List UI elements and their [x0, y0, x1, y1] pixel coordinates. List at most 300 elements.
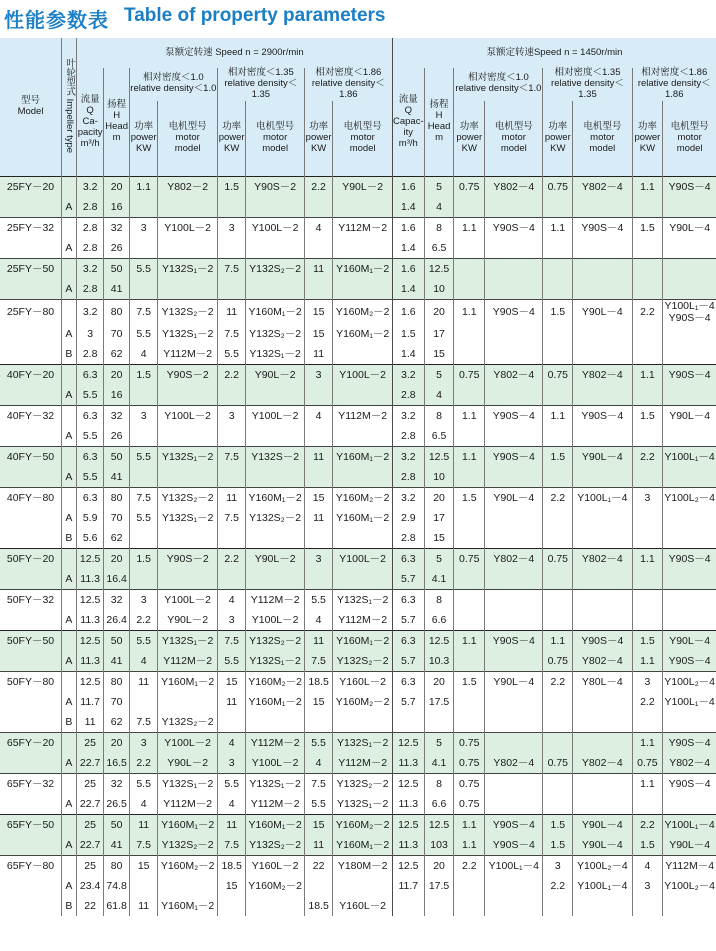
- cell-s1: [485, 279, 543, 300]
- cell-m3: [333, 238, 392, 259]
- cell-q: 3.2: [76, 259, 104, 280]
- cell-m2: Y132S₂－2: [246, 835, 304, 856]
- cell-r3: [632, 385, 663, 406]
- cell-m3: [333, 712, 392, 733]
- cell-q2: 2.8: [392, 467, 424, 488]
- cell-r2: 1.5: [543, 815, 573, 836]
- cell-s2: [573, 569, 632, 590]
- cell-r1: 0.75: [454, 177, 485, 198]
- cell-s1: [485, 896, 543, 916]
- cell-p3: 4: [304, 406, 333, 427]
- header-flow-1450: 流量 Q Capac- ity m³/h: [392, 68, 424, 177]
- cell-m3: Y160L－2: [333, 672, 392, 693]
- cell-m2: Y132S₂－2: [246, 631, 304, 652]
- cell-r3: 2.2: [632, 300, 663, 325]
- cell-r2: [543, 733, 573, 754]
- cell-m1: Y100L－2: [158, 590, 217, 611]
- table-row: [0, 651, 716, 672]
- cell-s3: [663, 508, 716, 528]
- cell-s1: [485, 794, 543, 815]
- cell-r2: [543, 692, 573, 712]
- cell-h2: 17.5: [424, 692, 454, 712]
- cell-p2: 3: [217, 218, 246, 239]
- header-head: 扬程 H Head m: [104, 68, 129, 177]
- cell-h2: 10: [424, 279, 454, 300]
- cell-type: B: [62, 528, 77, 549]
- cell-h2: 5: [424, 549, 454, 570]
- cell-m3: [333, 426, 392, 447]
- cell-h: 41: [104, 467, 129, 488]
- cell-h2: 12.5: [424, 259, 454, 280]
- header-density-1-35-1450: 相对密度＜1.35 relative density＜1.35: [543, 68, 632, 101]
- cell-p3: 18.5: [304, 672, 333, 693]
- cell-h: 62: [104, 528, 129, 549]
- cell-r3: [632, 610, 663, 631]
- cell-m2: [246, 528, 304, 549]
- cell-p2: 5.5: [217, 774, 246, 795]
- cell-r3: [632, 197, 663, 218]
- cell-s1: Y90S－4: [485, 815, 543, 836]
- cell-type: [62, 259, 77, 280]
- cell-p3: 15: [304, 324, 333, 344]
- cell-h2: 8: [424, 218, 454, 239]
- cell-p1: [129, 238, 158, 259]
- cell-q2: [392, 712, 424, 733]
- cell-r3: [632, 712, 663, 733]
- cell-type: [62, 406, 77, 427]
- cell-type: [62, 774, 77, 795]
- cell-m1: Y112M－2: [158, 794, 217, 815]
- cell-p1: 5.5: [129, 259, 158, 280]
- cell-q: 5.5: [76, 426, 104, 447]
- cell-h: 20: [104, 549, 129, 570]
- cell-p3: 15: [304, 815, 333, 836]
- cell-m3: Y132S₁－2: [333, 733, 392, 754]
- table-row: [0, 259, 716, 280]
- cell-m2: Y100L－2: [246, 610, 304, 631]
- cell-m1: Y112M－2: [158, 651, 217, 672]
- cell-r3: 1.1: [632, 549, 663, 570]
- cell-m2: [246, 426, 304, 447]
- cell-m2: Y160M₁－2: [246, 815, 304, 836]
- cell-r2: 3: [543, 856, 573, 877]
- cell-model: [0, 692, 62, 712]
- cell-p2: 11: [217, 692, 246, 712]
- cell-r3: 1.1: [632, 651, 663, 672]
- cell-p3: 15: [304, 300, 333, 325]
- cell-q2: 2.8: [392, 385, 424, 406]
- cell-p2: 2.2: [217, 549, 246, 570]
- cell-r2: [543, 344, 573, 365]
- cell-r1: [454, 651, 485, 672]
- cell-q: 12.5: [76, 549, 104, 570]
- cell-p1: 2.2: [129, 610, 158, 631]
- cell-s1: Y90S－4: [485, 835, 543, 856]
- header-power: 功率 power KW: [454, 101, 485, 177]
- cell-h2: 5: [424, 177, 454, 198]
- cell-s2: [573, 590, 632, 611]
- table-row: [0, 300, 716, 325]
- cell-s3: [663, 385, 716, 406]
- cell-m1: [158, 692, 217, 712]
- cell-p3: 2.2: [304, 177, 333, 198]
- cell-model: [0, 896, 62, 916]
- cell-type: A: [62, 508, 77, 528]
- cell-m2: [246, 569, 304, 590]
- cell-m2: [246, 712, 304, 733]
- cell-p2: 1.5: [217, 177, 246, 198]
- cell-h: 50: [104, 631, 129, 652]
- cell-r1: 1.1: [454, 218, 485, 239]
- cell-s3: [663, 197, 716, 218]
- cell-model: 50FY－80: [0, 672, 62, 693]
- cell-p3: [304, 528, 333, 549]
- cell-m2: Y100L－2: [246, 406, 304, 427]
- cell-r1: 0.75: [454, 774, 485, 795]
- cell-h: 16: [104, 385, 129, 406]
- header-flow: 流量 Q Ca- pacity m³/h: [76, 68, 104, 177]
- cell-m1: Y132S₁－2: [158, 324, 217, 344]
- table-row: [0, 733, 716, 754]
- cell-h2: 10: [424, 467, 454, 488]
- table-row: [0, 344, 716, 365]
- cell-s2: [573, 508, 632, 528]
- cell-r2: 1.1: [543, 406, 573, 427]
- table-row: [0, 835, 716, 856]
- header-density-1-86: 相对密度＜1.86 relative density＜1.86: [304, 68, 392, 101]
- cell-r2: [543, 238, 573, 259]
- cell-m2: Y90L－2: [246, 549, 304, 570]
- table-row: [0, 197, 716, 218]
- cell-m1: [158, 876, 217, 896]
- table-row: [0, 488, 716, 509]
- cell-q2: 11.3: [392, 794, 424, 815]
- header-model: 型号 Model: [0, 38, 62, 177]
- cell-m2: Y160L－2: [246, 856, 304, 877]
- cell-m3: Y112M－2: [333, 610, 392, 631]
- title-bar: [0, 0, 716, 36]
- title-english: Table of property parameters: [124, 5, 386, 26]
- cell-p2: 5.5: [217, 651, 246, 672]
- cell-h: 16: [104, 197, 129, 218]
- cell-m1: [158, 279, 217, 300]
- cell-m2: Y132S₂－2: [246, 508, 304, 528]
- cell-m3: [333, 876, 392, 896]
- cell-s1: [485, 733, 543, 754]
- cell-s1: [485, 259, 543, 280]
- cell-s1: [485, 426, 543, 447]
- cell-q2: [392, 896, 424, 916]
- cell-q2: 1.5: [392, 324, 424, 344]
- cell-s1: [485, 610, 543, 631]
- cell-s3: Y100L₂－4: [663, 488, 716, 509]
- cell-h2: 6.6: [424, 794, 454, 815]
- cell-p2: 11: [217, 815, 246, 836]
- cell-s3: Y90S－4: [663, 549, 716, 570]
- table-row: [0, 218, 716, 239]
- cell-m1: Y132S₂－2: [158, 835, 217, 856]
- cell-p2: 3: [217, 406, 246, 427]
- cell-q2: 1.6: [392, 218, 424, 239]
- cell-h: 80: [104, 488, 129, 509]
- table-row: [0, 324, 716, 344]
- cell-m2: [246, 279, 304, 300]
- cell-r1: 1.1: [454, 815, 485, 836]
- cell-s3: Y90L－4: [663, 218, 716, 239]
- cell-p1: 4: [129, 651, 158, 672]
- cell-r2: [543, 467, 573, 488]
- cell-r1: 0.75: [454, 794, 485, 815]
- cell-h2: 12.5: [424, 631, 454, 652]
- cell-h: 20: [104, 177, 129, 198]
- cell-m3: Y160M₁－2: [333, 631, 392, 652]
- cell-h: 32: [104, 218, 129, 239]
- cell-p1: 4: [129, 794, 158, 815]
- cell-s3: [663, 569, 716, 590]
- cell-r2: 1.1: [543, 218, 573, 239]
- cell-h2: 12.5: [424, 815, 454, 836]
- cell-p3: 22: [304, 856, 333, 877]
- table-row: [0, 876, 716, 896]
- cell-r1: [454, 238, 485, 259]
- cell-p3: 5.5: [304, 733, 333, 754]
- cell-p1: 7.5: [129, 835, 158, 856]
- cell-h2: 15: [424, 528, 454, 549]
- header-motor: 电机型号 motor model: [158, 101, 217, 177]
- cell-m3: Y132S₂－2: [333, 774, 392, 795]
- cell-model: [0, 344, 62, 365]
- cell-s3: [663, 590, 716, 611]
- cell-s3: [663, 344, 716, 365]
- cell-s1: Y90S－4: [485, 631, 543, 652]
- cell-h2: 20: [424, 488, 454, 509]
- cell-r3: 1.5: [632, 218, 663, 239]
- cell-m2: Y160M₂－2: [246, 876, 304, 896]
- cell-r2: [543, 569, 573, 590]
- cell-r3: [632, 467, 663, 488]
- cell-h2: 5: [424, 365, 454, 386]
- cell-h2: 4.1: [424, 753, 454, 774]
- cell-m3: Y132S₂－2: [333, 651, 392, 672]
- cell-q2: 6.3: [392, 631, 424, 652]
- cell-s2: Y90L－4: [573, 300, 632, 325]
- cell-r3: [632, 794, 663, 815]
- cell-p1: [129, 197, 158, 218]
- cell-q: 6.3: [76, 365, 104, 386]
- cell-m2: Y160M₁－2: [246, 488, 304, 509]
- cell-s1: [485, 876, 543, 896]
- cell-p3: [304, 197, 333, 218]
- cell-r1: [454, 197, 485, 218]
- cell-model: 25FY－50: [0, 259, 62, 280]
- cell-p3: 7.5: [304, 774, 333, 795]
- cell-p3: 18.5: [304, 896, 333, 916]
- cell-model: 50FY－32: [0, 590, 62, 611]
- cell-s1: [485, 238, 543, 259]
- cell-s1: [485, 508, 543, 528]
- cell-type: A: [62, 467, 77, 488]
- cell-p2: 7.5: [217, 631, 246, 652]
- cell-model: 50FY－50: [0, 631, 62, 652]
- cell-r3: 3: [632, 672, 663, 693]
- cell-q: 25: [76, 733, 104, 754]
- cell-h2: 4: [424, 385, 454, 406]
- cell-p1: 7.5: [129, 712, 158, 733]
- cell-r3: [632, 324, 663, 344]
- cell-h2: 20: [424, 672, 454, 693]
- header-density-1-0: 相对密度＜1.0 relative density＜1.0: [129, 68, 217, 101]
- cell-h: 50: [104, 447, 129, 468]
- cell-p2: 4: [217, 733, 246, 754]
- cell-h2: 12.5: [424, 447, 454, 468]
- cell-model: [0, 467, 62, 488]
- cell-q: 11.7: [76, 692, 104, 712]
- cell-s3: [663, 467, 716, 488]
- cell-r2: 0.75: [543, 753, 573, 774]
- cell-s3: Y90L－4: [663, 631, 716, 652]
- cell-p1: 15: [129, 856, 158, 877]
- cell-m2: Y160M₁－2: [246, 692, 304, 712]
- cell-r1: [454, 467, 485, 488]
- table-row: [0, 794, 716, 815]
- cell-q2: 6.3: [392, 672, 424, 693]
- cell-s2: Y802－4: [573, 549, 632, 570]
- cell-r2: 1.5: [543, 835, 573, 856]
- cell-r1: [454, 876, 485, 896]
- header-power: 功率 power KW: [543, 101, 573, 177]
- cell-m2: [246, 197, 304, 218]
- header-power: 功率 power KW: [217, 101, 246, 177]
- cell-p2: [217, 426, 246, 447]
- cell-r2: [543, 610, 573, 631]
- cell-model: [0, 610, 62, 631]
- cell-s1: [485, 569, 543, 590]
- cell-h: 50: [104, 259, 129, 280]
- cell-s2: Y802－4: [573, 651, 632, 672]
- cell-r2: [543, 279, 573, 300]
- cell-s2: [573, 467, 632, 488]
- cell-s3: [663, 238, 716, 259]
- cell-s1: [485, 528, 543, 549]
- cell-p2: [217, 896, 246, 916]
- cell-model: [0, 238, 62, 259]
- cell-s2: [573, 896, 632, 916]
- cell-s3: Y100L₁－4 Y90S－4: [664, 300, 715, 325]
- cell-p2: 3: [217, 610, 246, 631]
- table-row: [0, 406, 716, 427]
- cell-r2: 1.5: [543, 447, 573, 468]
- cell-q2: 2.9: [392, 508, 424, 528]
- cell-r1: 1.5: [454, 672, 485, 693]
- cell-h2: 17: [424, 324, 454, 344]
- cell-s3: [663, 528, 716, 549]
- header-motor: 电机型号 motor model: [573, 101, 632, 177]
- cell-p1: 1.5: [129, 365, 158, 386]
- cell-h: 26.4: [104, 610, 129, 631]
- cell-h: 70: [104, 508, 129, 528]
- cell-r1: [454, 896, 485, 916]
- cell-s1: Y802－4: [485, 753, 543, 774]
- cell-h: 61.8: [104, 896, 129, 916]
- cell-h2: 10.3: [424, 651, 454, 672]
- header-density-1-0-1450: 相对密度＜1.0 relative density＜1.0: [454, 68, 543, 101]
- cell-s3: Y90L－4: [663, 406, 716, 427]
- cell-type: [62, 672, 77, 693]
- cell-m2: [246, 896, 304, 916]
- cell-p3: 4: [304, 753, 333, 774]
- cell-p3: 7.5: [304, 651, 333, 672]
- cell-s3: Y90S－4: [663, 774, 716, 795]
- cell-type: A: [62, 426, 77, 447]
- cell-h2: [424, 896, 454, 916]
- cell-h: 26.5: [104, 794, 129, 815]
- cell-q: 6.3: [76, 447, 104, 468]
- table-row: [0, 279, 716, 300]
- cell-h: 20: [104, 365, 129, 386]
- cell-r3: [632, 569, 663, 590]
- cell-q2: 12.5: [392, 733, 424, 754]
- cell-s1: Y90S－4: [485, 406, 543, 427]
- cell-s3: Y90S－4: [663, 365, 716, 386]
- cell-s3: [663, 794, 716, 815]
- cell-h2: 8: [424, 406, 454, 427]
- cell-p3: 11: [304, 259, 333, 280]
- cell-q2: 3.2: [392, 447, 424, 468]
- cell-type: [62, 300, 77, 325]
- cell-s2: Y90L－4: [573, 815, 632, 836]
- cell-p3: 5.5: [304, 794, 333, 815]
- cell-type: B: [62, 712, 77, 733]
- cell-q2: 11.7: [392, 876, 424, 896]
- cell-m3: [333, 197, 392, 218]
- cell-m2: Y112M－2: [246, 794, 304, 815]
- cell-q: 22.7: [76, 794, 104, 815]
- cell-r2: 1.5: [543, 300, 573, 325]
- cell-q2: 1.4: [392, 197, 424, 218]
- cell-q2: 12.5: [392, 774, 424, 795]
- cell-p3: [304, 385, 333, 406]
- cell-p3: 11: [304, 631, 333, 652]
- cell-s2: [573, 238, 632, 259]
- cell-s3: Y90L－4: [663, 835, 716, 856]
- cell-h: 32: [104, 406, 129, 427]
- cell-q2: 11.3: [392, 835, 424, 856]
- cell-m2: Y112M－2: [246, 590, 304, 611]
- cell-q2: 2.8: [392, 528, 424, 549]
- cell-m3: Y160M₁－2: [333, 324, 392, 344]
- cell-h2: 17.5: [424, 876, 454, 896]
- cell-s2: Y90S－4: [573, 406, 632, 427]
- cell-q: 3.2: [76, 300, 104, 325]
- cell-m2: Y112M－2: [246, 733, 304, 754]
- cell-r3: [632, 279, 663, 300]
- cell-type: A: [62, 238, 77, 259]
- cell-r1: 1.1: [454, 447, 485, 468]
- cell-model: [0, 712, 62, 733]
- cell-p2: 7.5: [217, 835, 246, 856]
- table-row: [0, 528, 716, 549]
- cell-m1: Y160M₂－2: [158, 856, 217, 877]
- table-row: [0, 896, 716, 916]
- cell-h2: 5: [424, 733, 454, 754]
- cell-m2: Y132S₁－2: [246, 344, 304, 365]
- cell-model: [0, 279, 62, 300]
- cell-s2: Y802－4: [573, 753, 632, 774]
- cell-type: [62, 365, 77, 386]
- header-density-1-86-1450: 相对密度＜1.86 relative density＜1.86: [632, 68, 716, 101]
- cell-p2: 5.5: [217, 344, 246, 365]
- cell-s2: Y100L₁－4: [573, 488, 632, 509]
